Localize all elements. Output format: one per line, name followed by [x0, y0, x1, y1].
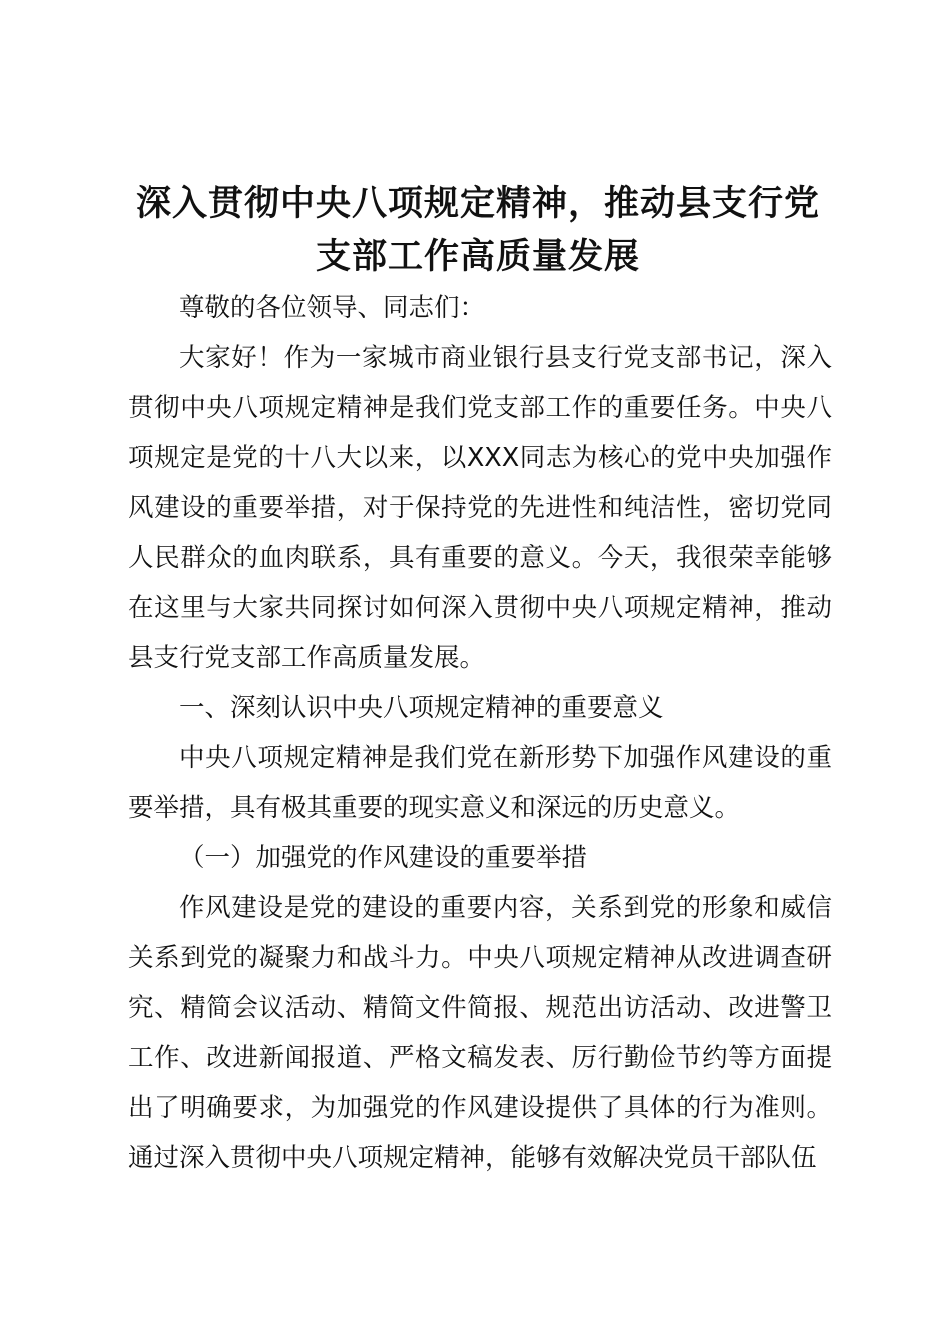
salutation: 尊敬的各位领导、同志们： [179, 293, 486, 323]
opening-paragraph: 大家好！作为一家城市商业银行县支行党支部书记，深入贯彻中央八项规定精神是我们党支部工作的重要任务。中央八项规定是党的十八大以来，以XXX同志为核心的党中央加强作风建设的重要举措，对于保持党的先进性和纯洁性，密切党同人民群众的血肉联系，具有重要的意义。今天，我很荣幸能够在这里与大家共同探讨如何深入贯彻中央八项规定精神，推动县支行党支部工作高质量发展。 [128, 343, 832, 673]
subsection-heading: （一）加强党的作风建设的重要举措 [179, 843, 588, 873]
document-body [128, 283, 832, 1183]
section-heading: 一、深刻认识中央八项规定精神的重要意义 [179, 693, 664, 723]
subsection-paragraph: 作风建设是党的建设的重要内容，关系到党的形象和威信关系到党的凝聚力和战斗力。中央八项规定精神从改进调查研究、精简会议活动、精简文件简报、规范出访活动、改进警卫工作、改进新闻报道、严格文稿发表、厉行勤俭节约等方面提出了明确要求，为加强党的作风建设提供了具体的行为准则。通过深入贯彻中央八项规定精神，能够有效解决党员干部队伍 [128, 893, 832, 1173]
document-title: 深入贯彻中央八项规定精神，推动县支行党支部工作高质量发展 [135, 184, 820, 277]
section-intro-paragraph: 中央八项规定精神是我们党在新形势下加强作风建设的重要举措，具有极其重要的现实意义和深远的历史意义。 [128, 743, 832, 823]
